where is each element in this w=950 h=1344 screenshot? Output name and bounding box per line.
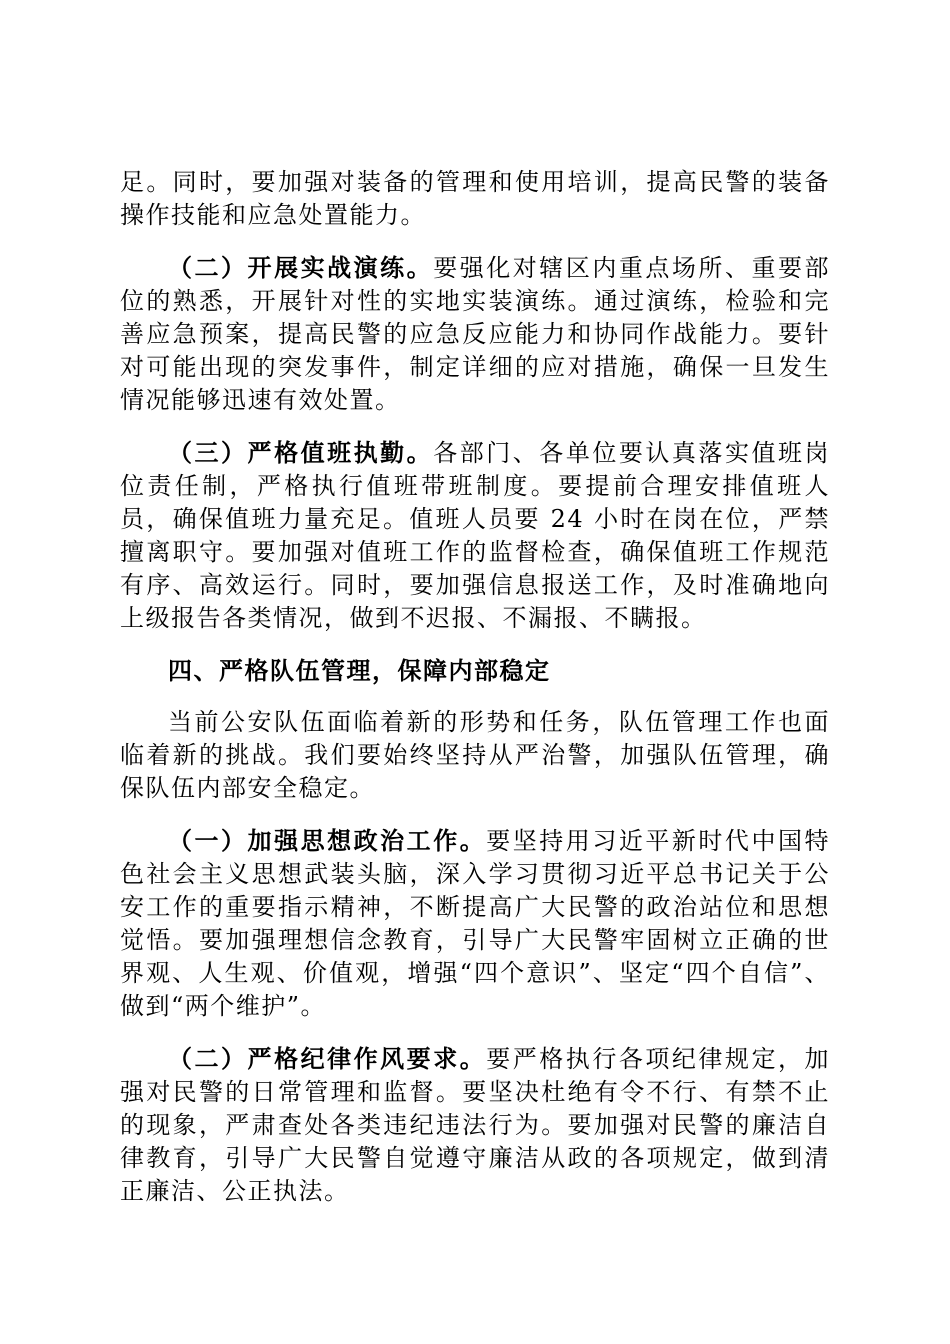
paragraph-text: 要严格执行各项纪律规定，加强对民警的日常管理和监督。要坚决杜绝有令不行、有禁不止的现象，严肃查处各类违纪违法行为。要加强对民警的廉洁自律教育，引导广大民警自觉遵守廉洁从政的各项规定，做到清正廉洁、公正执法。 xyxy=(120,1045,830,1205)
paragraph-lead: （一）加强思想政治工作。 xyxy=(168,826,487,855)
paragraph-intro xyxy=(120,706,830,805)
paragraph-duty xyxy=(120,436,830,635)
paragraph-discipline xyxy=(120,1042,830,1208)
section-heading xyxy=(120,654,830,687)
paragraph-lead: （二）严格纪律作风要求。 xyxy=(168,1044,487,1073)
paragraph-text: 各部门、各单位要认真落实值班岗位责任制，严格执行值班带班制度。要提前合理安排值班人员，确保值班力量充足。值班人员要 24 小时在岗在位，严禁擅离职守。要加强对值班工作的监督检查，确保值班工作规范有序、高效运行。同时，要加强信息报送工作，及时准确地向上级报告各类情况，做到不迟报、不漏报、不瞒报。 xyxy=(120,439,831,632)
paragraph-text: 要强化对辖区内重点场所、重要部位的熟悉，开展针对性的实地实装演练。通过演练，检验和完善应急预案，提高民警的应急反应能力和协同作战能力。要针对可能出现的突发事件，制定详细的应对措施，确保一旦发生情况能够迅速有效处置。 xyxy=(120,254,831,414)
paragraph-text: 当前公安队伍面临着新的形势和任务，队伍管理工作也面临着新的挑战。我们要始终坚持从严治警，加强队伍管理，确保队伍内部安全稳定。 xyxy=(120,708,830,802)
paragraph-text: 要坚持用习近平新时代中国特色社会主义思想武装头脑，深入学习贯彻习近平总书记关于公安工作的重要指示精神，不断提高广大民警的政治站位和思想觉悟。要加强理想信念教育，引导广大民警牢固树立正确的世界观、人生观、价值观，增强“四个意识”、坚定“四个自信”、做到“两个维护”。 xyxy=(120,827,830,1020)
paragraph-text: 足。同时，要加强对装备的管理和使用培训，提高民警的装备操作技能和应急处置能力。 xyxy=(120,168,830,229)
paragraph-lead: （三）严格值班执勤。 xyxy=(168,438,434,467)
paragraph-ideology xyxy=(120,824,830,1023)
paragraph-continuation xyxy=(120,166,830,232)
section-heading-text: 四、严格队伍管理，保障内部稳定 xyxy=(168,656,551,685)
paragraph-lead: （二）开展实战演练。 xyxy=(168,253,434,282)
paragraph-drill xyxy=(120,251,830,417)
document-body xyxy=(120,166,830,1208)
